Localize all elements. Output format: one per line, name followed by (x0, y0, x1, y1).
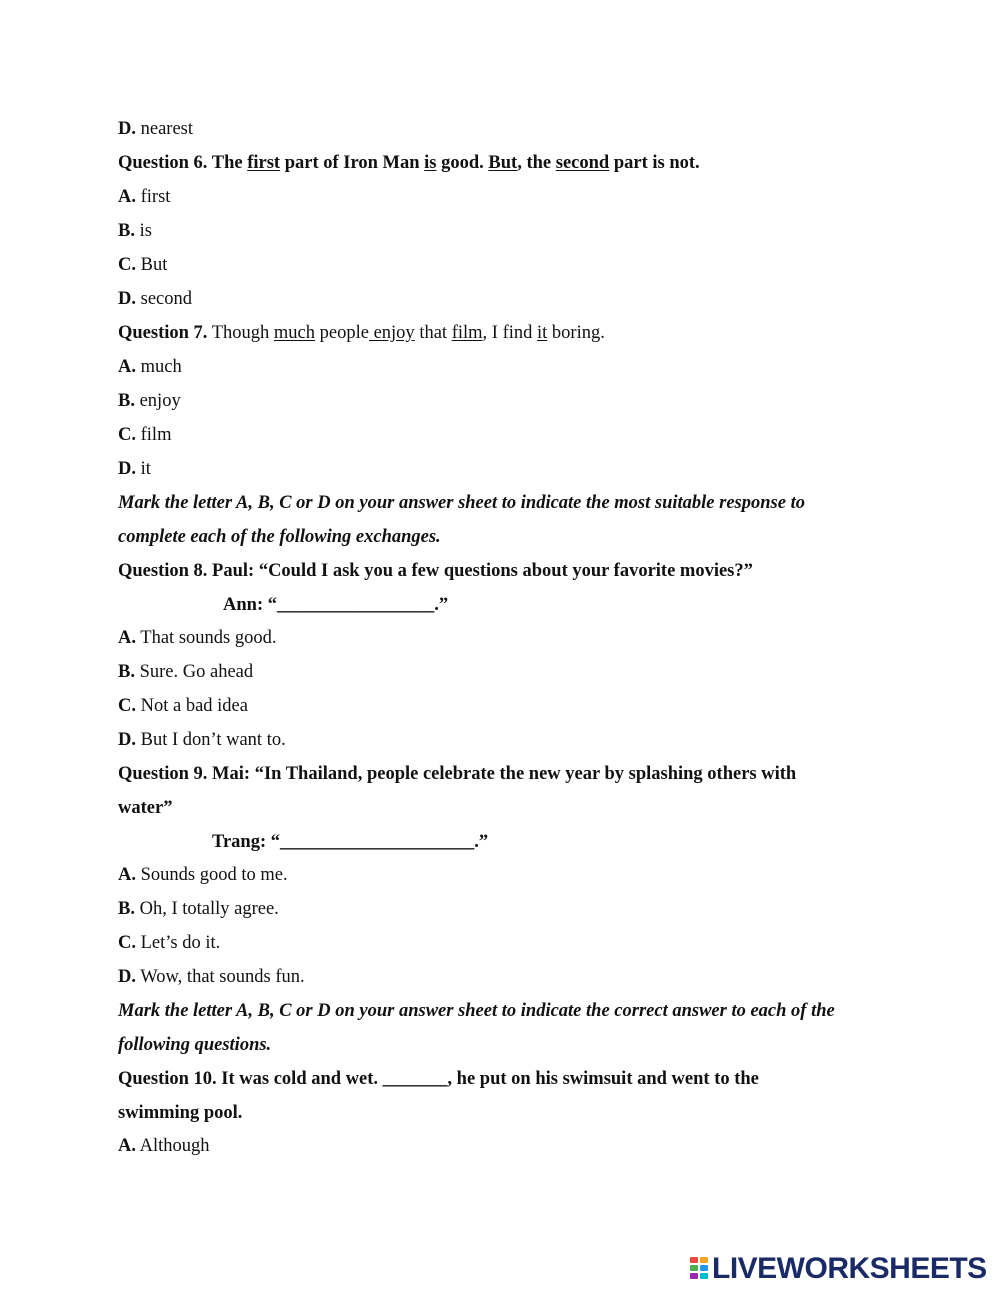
q7-option-c: C. film (118, 425, 172, 445)
q8-option-b: B. Sure. Go ahead (118, 662, 254, 682)
q7-stem: Question 7. Though much people enjoy that film, I find it boring. (118, 323, 605, 343)
instruction-correct-answer: Mark the letter A, B, C or D on your answer sheet to indicate the correct answer to each of the (118, 1001, 835, 1021)
q10-stem-cont: swimming pool. (118, 1103, 243, 1123)
q8-stem: Question 8. Paul: “Could I ask you a few questions about your favorite movies?” (118, 561, 753, 581)
q9-stem-cont: water” (118, 798, 173, 818)
q9-option-b: B. Oh, I totally agree. (118, 899, 279, 919)
q9-option-a: A. Sounds good to me. (118, 865, 288, 885)
q8-option-a: A. That sounds good. (118, 628, 277, 648)
liveworksheets-wordmark: LIVEWORKSHEETS (712, 1252, 987, 1285)
q6-option-c: C. But (118, 255, 168, 275)
q6-option-a: A. first (118, 187, 171, 207)
q9-option-c: C. Let’s do it. (118, 933, 221, 953)
instruction-exchanges: Mark the letter A, B, C or D on your answer sheet to indicate the most suitable response to (118, 493, 805, 513)
q8-option-d: D. But I don’t want to. (118, 730, 286, 750)
liveworksheets-logo (690, 1252, 987, 1286)
q10-stem: Question 10. It was cold and wet. _______, he put on his swimsuit and went to the (118, 1069, 759, 1089)
q9-response-blank: Trang: “_____________________.” (212, 832, 489, 852)
q7-option-b: B. enjoy (118, 391, 181, 411)
q8-option-c: C. Not a bad idea (118, 696, 248, 716)
q10-option-a: A. Although (118, 1136, 210, 1156)
q6-option-d: D. second (118, 289, 192, 309)
instruction-correct-answer-cont: following questions. (118, 1035, 272, 1055)
q6-stem: Question 6. The first part of Iron Man is good. But, the second part is not. (118, 153, 700, 173)
q7-option-d: D. it (118, 459, 151, 479)
q9-option-d: D. Wow, that sounds fun. (118, 967, 305, 987)
instruction-exchanges-cont: complete each of the following exchanges. (118, 527, 441, 547)
q7-option-a: A. much (118, 357, 182, 377)
q9-stem: Question 9. Mai: “In Thailand, people celebrate the new year by splashing others with (118, 764, 797, 784)
liveworksheets-logo-icon (690, 1255, 710, 1283)
q5-option-d: D. nearest (118, 119, 194, 139)
q8-response-blank: Ann: “_________________.” (223, 595, 449, 615)
q6-option-b: B. is (118, 221, 152, 241)
